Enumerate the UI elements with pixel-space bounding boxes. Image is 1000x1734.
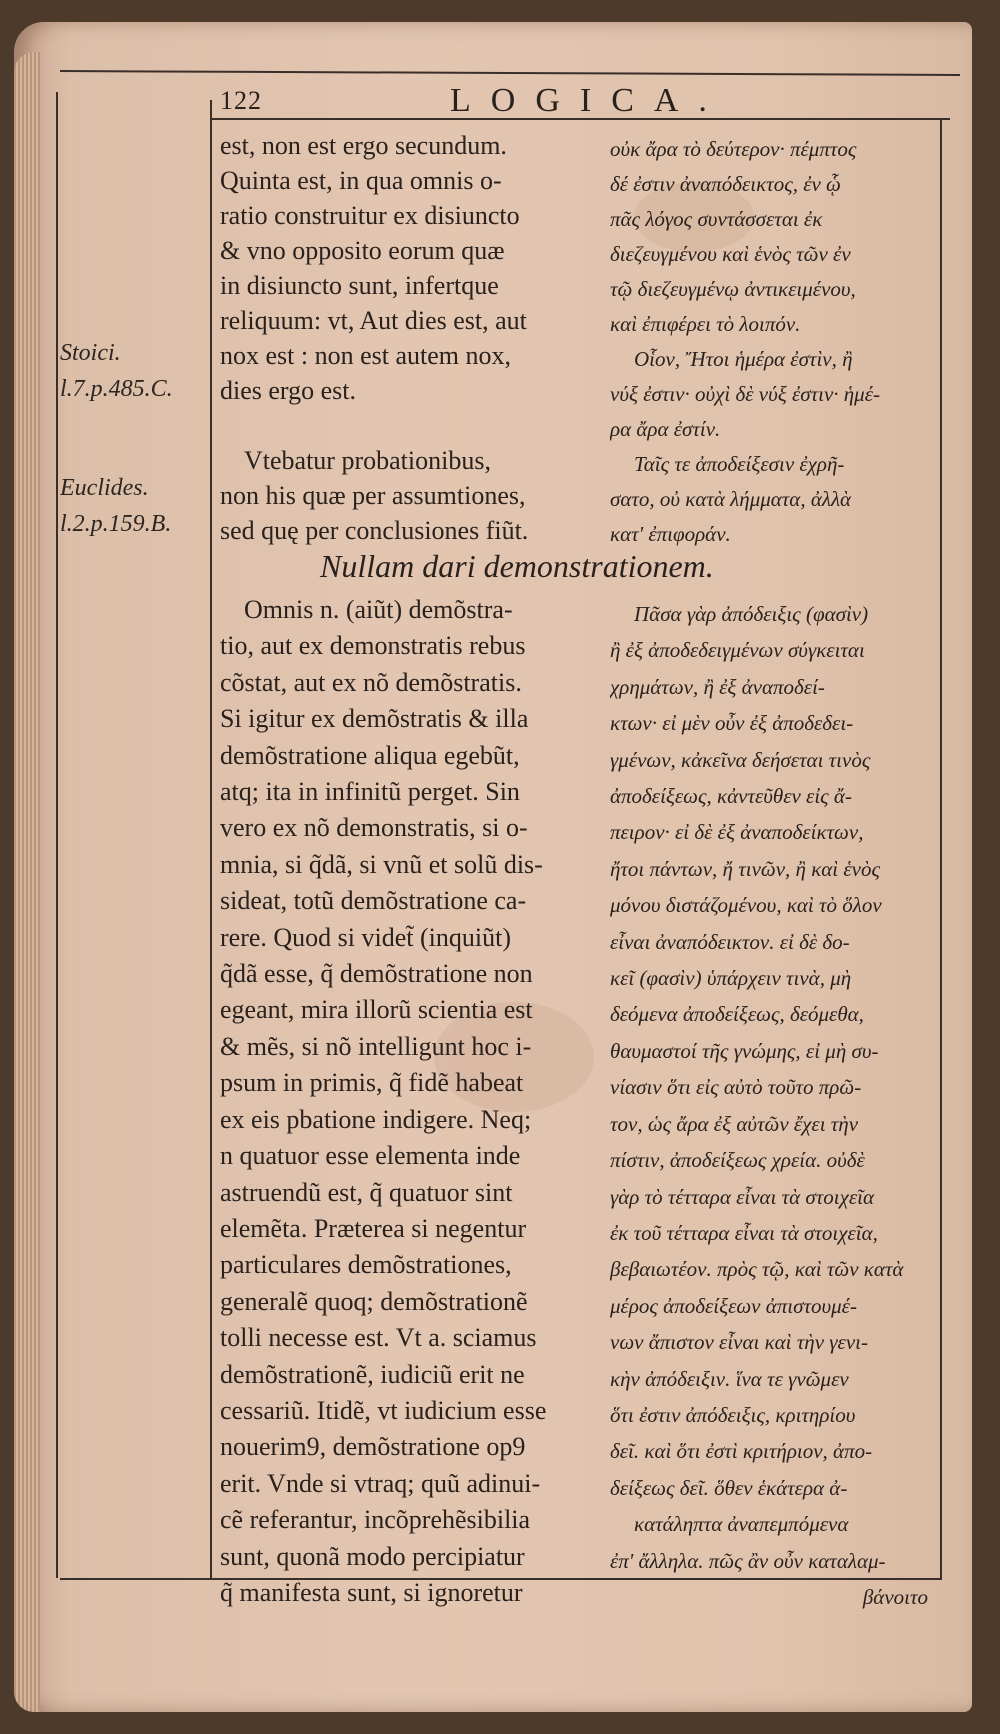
text-line: astruendũ est, q̃ quatuor sint bbox=[220, 1177, 513, 1207]
right-rule bbox=[940, 120, 942, 1580]
text-line: nox est : non est autem nox, bbox=[220, 341, 512, 370]
margin-note-stoici bbox=[60, 335, 208, 407]
text-line: Quinta est, in qua omnis o- bbox=[220, 166, 502, 195]
text-line: tio, aut ex demonstratis rebus bbox=[220, 631, 526, 661]
text-line: elemẽta. Præterea si negentur bbox=[220, 1213, 527, 1243]
catchword: βάνοιτο bbox=[862, 1584, 928, 1609]
text-line: q̃dã esse, q̃ demõstratione non bbox=[220, 959, 533, 989]
text-line: σατο, οὐ κατὰ λήμματα, ἀλλὰ bbox=[610, 487, 852, 511]
text-line: οὐκ ἄρα τὸ δεύτερον· πέμπτος bbox=[610, 137, 857, 161]
text-line: μέρος ἀποδείξεων ἀπιστουμέ- bbox=[610, 1293, 857, 1318]
text-line: cessariũ. Itidẽ, vt iudicium esse bbox=[220, 1395, 547, 1425]
text-line: vero ex nõ demonstratis, si o- bbox=[220, 813, 528, 843]
text-line: Vtebatur probationibus, bbox=[244, 446, 491, 475]
text-line: θαυμαστοί τῆς γνώμης, εἰ μὴ συ- bbox=[610, 1038, 879, 1063]
margin-note-line: l.7.p.485.C. bbox=[60, 376, 173, 402]
page-number: 122 bbox=[220, 86, 262, 115]
text-line: ex eis pbatione indigere. Neq; bbox=[220, 1104, 532, 1134]
text-line: τῷ διεζευγμένῳ ἀντικειμένου, bbox=[610, 277, 856, 301]
text-line: δεῖ. καὶ ὅτι ἐστὶ κριτήριον, ἀπο- bbox=[610, 1439, 873, 1464]
text-line: ratio construitur ex disiuncto bbox=[220, 201, 520, 230]
text-line: ἤτοι πάντων, ἤ τινῶν, ἢ καὶ ἑνὸς bbox=[610, 856, 881, 881]
text-line: κεῖ (φασὶν) ὑπάρχειν τινὰ, μὴ bbox=[610, 966, 852, 991]
margin-note-line: l.2.p.159.B. bbox=[60, 511, 172, 537]
text-line: πίστιν, ἀποδείξεως χρεία. οὐδὲ bbox=[610, 1148, 865, 1173]
text-line: ἐκ τοῦ τέτταρα εἶναι τὰ στοιχεῖα, bbox=[610, 1220, 878, 1245]
text-line: ὅτι ἐστιν ἀπόδειξις, κριτηρίου bbox=[610, 1402, 856, 1427]
text-line: q̃ manifesta sunt, si ignoretur bbox=[220, 1577, 523, 1607]
text-line: κτων· εἰ μὲν οὖν ἐξ ἀποδεδει- bbox=[610, 711, 854, 736]
text-line: κατ' ἐπιφοράν. bbox=[610, 522, 731, 546]
text-line: μόνου διστάζομένου, καὶ τὸ ὅλον bbox=[610, 893, 882, 918]
text-line: sunt, quonã modo percipiatur bbox=[220, 1541, 525, 1571]
page-header bbox=[220, 82, 940, 120]
text-line: psum in primis, q̃ fidẽ habeat bbox=[220, 1068, 524, 1098]
margin-note-line: Euclides. bbox=[60, 475, 149, 501]
text-line: πᾶς λόγος συντάσσεται ἐκ bbox=[610, 207, 823, 231]
text-line: demõstratione aliqua egebũt, bbox=[220, 740, 520, 770]
text-line: rere. Quod si videt̃ (inquiũt) bbox=[220, 922, 511, 952]
text-line: dies ergo est. bbox=[220, 376, 356, 405]
text-line: Ταῖς τε ἀποδείξεσιν ἐχρῆ- bbox=[634, 452, 845, 476]
text-line: νύξ ἐστιν· οὐχὶ δὲ νύξ ἐστιν· ἡμέ- bbox=[610, 382, 880, 406]
text-line: Οἷον, Ἤτοι ἡμέρα ἐστὶν, ἢ bbox=[634, 347, 853, 371]
text-line: demõstrationẽ, iudiciũ erit ne bbox=[220, 1359, 525, 1389]
text-line: κὴν ἀπόδειξιν. ἵνα τε γνῶμεν bbox=[610, 1366, 849, 1391]
latin-column-bottom bbox=[220, 592, 590, 1611]
latin-column-top bbox=[220, 128, 590, 548]
text-line: δεόμενα ἀποδείξεως, δεόμεθα, bbox=[610, 1002, 864, 1027]
text-line: νίασιν ὅτι εἰς αὐτὸ τοῦτο πρῶ- bbox=[610, 1075, 862, 1100]
text-line: & vno opposito eorum quæ bbox=[220, 236, 505, 265]
text-line: sideat, totũ demõstratione ca- bbox=[220, 886, 527, 916]
text-line: δέ ἐστιν ἀναπόδεικτος, ἐν ᾧ bbox=[610, 172, 841, 196]
text-line: mnia, si q̃dã, si vnũ et solũ dis- bbox=[220, 849, 543, 879]
text-line: nouerim9, demõstratione op9 bbox=[220, 1432, 526, 1462]
text-line bbox=[220, 408, 590, 443]
text-line: cõstat, aut ex nõ demõstratis. bbox=[220, 667, 522, 697]
text-line: non his quæ per assumtiones, bbox=[220, 481, 526, 510]
text-line: & mẽs, si nõ intelligunt hoc i- bbox=[220, 1031, 532, 1061]
text-line: est, non est ergo secundum. bbox=[220, 131, 507, 160]
text-line: Si igitur ex demõstratis & illa bbox=[220, 704, 529, 734]
running-head: LOGICA. bbox=[450, 82, 727, 119]
text-line: ἐπ' ἄλληλα. πῶς ἂν οὖν καταλαμ- bbox=[610, 1548, 886, 1573]
greek-column-top bbox=[610, 132, 938, 552]
outer-rule bbox=[56, 92, 58, 1578]
page-edges bbox=[14, 52, 40, 1712]
text-line: δείξεως δεῖ. ὅθεν ἑκάτερα ἀ- bbox=[610, 1475, 848, 1500]
text-line: εἶναι ἀναπόδεικτον. εἰ δὲ δο- bbox=[610, 929, 850, 954]
section-title: Nullam dari demonstrationem. bbox=[320, 548, 714, 584]
text-line: γμένων, κἀκεῖνα δεήσεται τινὸς bbox=[610, 747, 871, 772]
text-line: reliquum: vt, Aut dies est, aut bbox=[220, 306, 527, 335]
text-line: βεβαιωτέον. πρὸς τῷ, καὶ τῶν κατὰ bbox=[610, 1257, 904, 1282]
text-line: sed quę per conclusiones fiũt. bbox=[220, 516, 529, 545]
text-line: in disiuncto sunt, infertque bbox=[220, 271, 499, 300]
margin-note-line: Stoici. bbox=[60, 340, 121, 366]
text-line: tolli necesse est. Vt a. sciamus bbox=[220, 1323, 537, 1353]
text-line: erit. Vnde si vtraq; quũ adinui- bbox=[220, 1468, 541, 1498]
text-line: ἀποδείξεως, κἀντεῦθεν εἰς ἄ- bbox=[610, 784, 852, 809]
text-line: καὶ ἐπιφέρει τὸ λοιπόν. bbox=[610, 312, 801, 336]
text-line: n quatuor esse elementa inde bbox=[220, 1141, 521, 1171]
margin-note-euclides bbox=[60, 470, 208, 542]
text-line: γὰρ τὸ τέτταρα εἶναι τὰ στοιχεῖα bbox=[610, 1184, 874, 1209]
text-line: egeant, mira illorũ scientia est bbox=[220, 995, 533, 1025]
text-line: ρα ἄρα ἐστίν. bbox=[610, 417, 721, 441]
text-line: νων ἄπιστον εἶναι καὶ τὴν γενι- bbox=[610, 1330, 868, 1355]
text-line: generalẽ quoq; demõstrationẽ bbox=[220, 1286, 528, 1316]
text-line: τον, ὡς ἄρα ἐξ αὐτῶν ἔχει τὴν bbox=[610, 1111, 859, 1136]
margin-rule bbox=[210, 100, 212, 1578]
text-line: cẽ referantur, incõprehẽsibilia bbox=[220, 1505, 531, 1535]
text-line: κατάληπτα ἀναπεμπόμενα bbox=[634, 1512, 849, 1537]
text-line: πειρον· εἰ δὲ ἐξ ἀναποδείκτων, bbox=[610, 820, 864, 845]
text-line: Πᾶσα γὰρ ἀπόδειξις (φασὶν) bbox=[634, 602, 869, 626]
text-line: διεζευγμένου καὶ ἑνὸς τῶν ἐν bbox=[610, 242, 851, 266]
text-line: particulares demõstrationes, bbox=[220, 1250, 512, 1280]
text-line: ἢ ἐξ ἀποδεδειγμένων σύγκειται bbox=[610, 638, 865, 663]
text-line: χρημάτων, ἢ ἐξ ἀναποδεί- bbox=[610, 674, 825, 699]
greek-column-bottom bbox=[610, 596, 938, 1615]
text-line: atq; ita in infinitũ perget. Sin bbox=[220, 777, 520, 807]
text-line: Omnis n. (aiũt) demõstra- bbox=[244, 595, 513, 624]
